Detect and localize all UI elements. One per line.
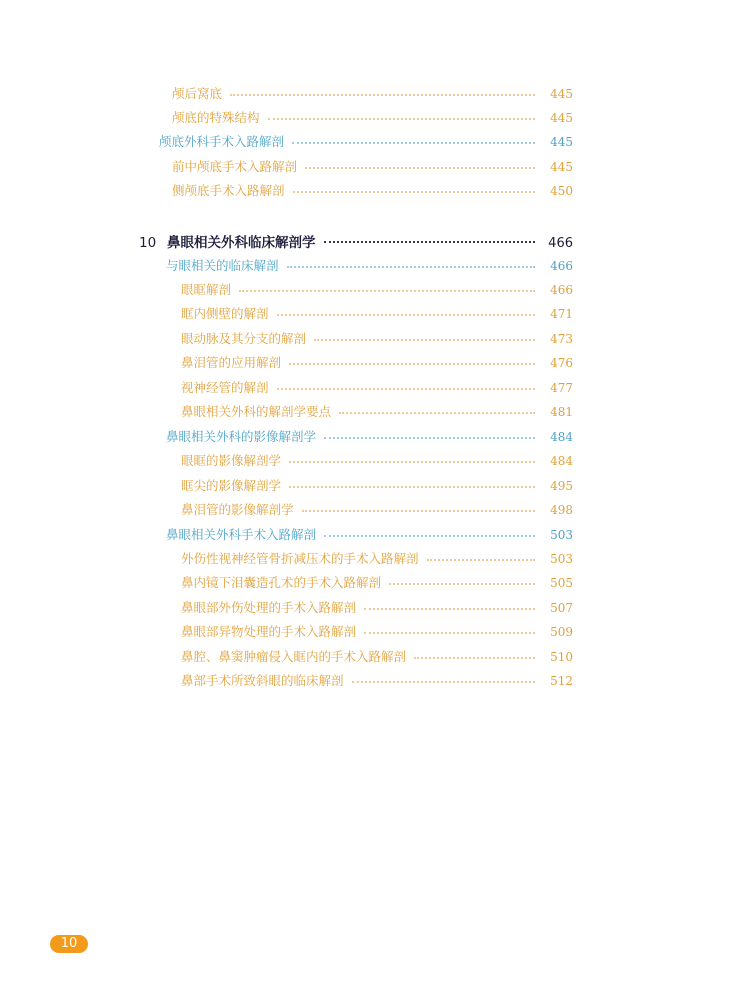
toc-entry-page: 495: [550, 479, 573, 493]
dot-leader: [277, 388, 535, 390]
toc-entry[interactable]: [181, 304, 573, 326]
toc-entry-title: 眼眶的影像解剖学: [181, 453, 282, 468]
toc-entry[interactable]: [166, 525, 573, 547]
dot-leader: [230, 94, 535, 96]
toc-entry[interactable]: [172, 84, 573, 106]
toc-entry[interactable]: [181, 451, 573, 473]
toc-entry[interactable]: [181, 402, 573, 424]
toc-entry-page: 445: [550, 135, 573, 149]
dot-leader: [287, 266, 535, 268]
toc-entry-title: 鼻眼部异物处理的手术入路解剖: [181, 624, 357, 639]
toc-entry-title: 鼻眼相关外科手术入路解剖: [166, 527, 317, 542]
toc-entry-page: 498: [550, 503, 573, 517]
toc-entry-page: 466: [550, 283, 573, 297]
toc-entry-page: 505: [550, 576, 573, 590]
dot-leader: [292, 142, 535, 144]
toc-entry[interactable]: [172, 181, 573, 203]
dot-leader: [389, 583, 535, 585]
dot-leader: [427, 559, 535, 561]
toc-entry-title: 颅底的特殊结构: [172, 110, 260, 125]
toc-entry-page: 512: [550, 674, 573, 688]
dot-leader: [414, 657, 535, 659]
toc-entry[interactable]: [181, 476, 573, 498]
dot-leader: [293, 191, 535, 193]
toc-entry-page: 473: [550, 332, 573, 346]
toc-entry-title: 鼻眼相关外科的影像解剖学: [166, 429, 317, 444]
dot-leader: [289, 461, 535, 463]
toc-entry-title: 眼动脉及其分支的解剖: [181, 331, 307, 346]
toc-entry-title: 鼻眼相关外科临床解剖学: [167, 235, 316, 251]
toc-entry-page: 477: [550, 381, 573, 395]
toc-entry[interactable]: [181, 671, 573, 693]
dot-leader: [302, 510, 535, 512]
toc-entry-page: 481: [550, 405, 573, 419]
toc-chapter-entry[interactable]: [139, 231, 573, 253]
toc-entry[interactable]: [166, 256, 573, 278]
toc-entry-page: 476: [550, 356, 573, 370]
toc-entry-title: 眶内侧壁的解剖: [181, 306, 269, 321]
toc-entry-title: 鼻泪管的应用解剖: [181, 355, 282, 370]
toc-entry-title: 视神经管的解剖: [181, 380, 269, 395]
toc-entry-title: 颅底外科手术入路解剖: [159, 134, 285, 149]
toc-entry-title: 颅后窝底: [172, 86, 223, 101]
toc-entry-page: 484: [550, 454, 573, 468]
dot-leader: [324, 535, 535, 537]
toc-entry[interactable]: [181, 573, 573, 595]
toc-entry[interactable]: [181, 329, 573, 351]
chapter-number: 10: [139, 235, 157, 251]
dot-leader: [239, 290, 535, 292]
toc-entry-page: 510: [550, 650, 573, 664]
dot-leader: [324, 241, 536, 243]
toc-entry[interactable]: [181, 280, 573, 302]
toc-entry[interactable]: [181, 549, 573, 571]
toc-entry-title: 侧颅底手术入路解剖: [172, 183, 285, 198]
toc-entry-page: 503: [550, 552, 573, 566]
toc-entry-page: 450: [550, 184, 573, 198]
dot-leader: [324, 437, 535, 439]
toc-entry[interactable]: [181, 353, 573, 375]
dot-leader: [339, 412, 535, 414]
dot-leader: [352, 681, 535, 683]
dot-leader: [314, 339, 535, 341]
toc-entry[interactable]: [172, 157, 573, 179]
toc-entry-page: 445: [550, 87, 573, 101]
toc-entry-page: 484: [550, 430, 573, 444]
toc-entry[interactable]: [172, 108, 573, 130]
toc-entry-page: 445: [550, 111, 573, 125]
toc-entry[interactable]: [181, 598, 573, 620]
dot-leader: [277, 314, 535, 316]
dot-leader: [364, 608, 535, 610]
toc-entry[interactable]: [166, 427, 573, 449]
toc-entry-title: 鼻泪管的影像解剖学: [181, 502, 294, 517]
toc-entry[interactable]: [181, 500, 573, 522]
toc-entry-page: 509: [550, 625, 573, 639]
toc-entry-title: 外伤性视神经管骨折减压术的手术入路解剖: [181, 551, 419, 566]
toc-entry-title: 前中颅底手术入路解剖: [172, 159, 298, 174]
toc-entry-title: 鼻眼相关外科的解剖学要点: [181, 404, 332, 419]
toc-entry-page: 471: [550, 307, 573, 321]
dot-leader: [364, 632, 535, 634]
toc-entry[interactable]: [181, 647, 573, 669]
toc-entry-title: 鼻眼部外伤处理的手术入路解剖: [181, 600, 357, 615]
toc-entry[interactable]: [181, 378, 573, 400]
toc-entry-title: 鼻内镜下泪囊造孔术的手术入路解剖: [181, 575, 382, 590]
dot-leader: [305, 167, 535, 169]
page-number-badge: 10: [50, 935, 88, 953]
toc-entry-page: 466: [548, 236, 573, 251]
toc-entry-page: 507: [550, 601, 573, 615]
toc-entry-title: 眶尖的影像解剖学: [181, 478, 282, 493]
toc-entry[interactable]: [181, 622, 573, 644]
toc-entry-title: 眼眶解剖: [181, 282, 232, 297]
dot-leader: [268, 118, 535, 120]
toc-entry-title: 鼻腔、鼻窦肿瘤侵入眶内的手术入路解剖: [181, 649, 407, 664]
toc-entry-title: 与眼相关的临床解剖: [166, 258, 279, 273]
dot-leader: [289, 363, 535, 365]
toc-entry-page: 466: [550, 259, 573, 273]
dot-leader: [289, 486, 535, 488]
toc-entry-page: 445: [550, 160, 573, 174]
toc-entry[interactable]: [159, 132, 573, 154]
toc-entry-title: 鼻部手术所致斜眼的临床解剖: [181, 673, 344, 688]
toc-entry-page: 503: [550, 528, 573, 542]
